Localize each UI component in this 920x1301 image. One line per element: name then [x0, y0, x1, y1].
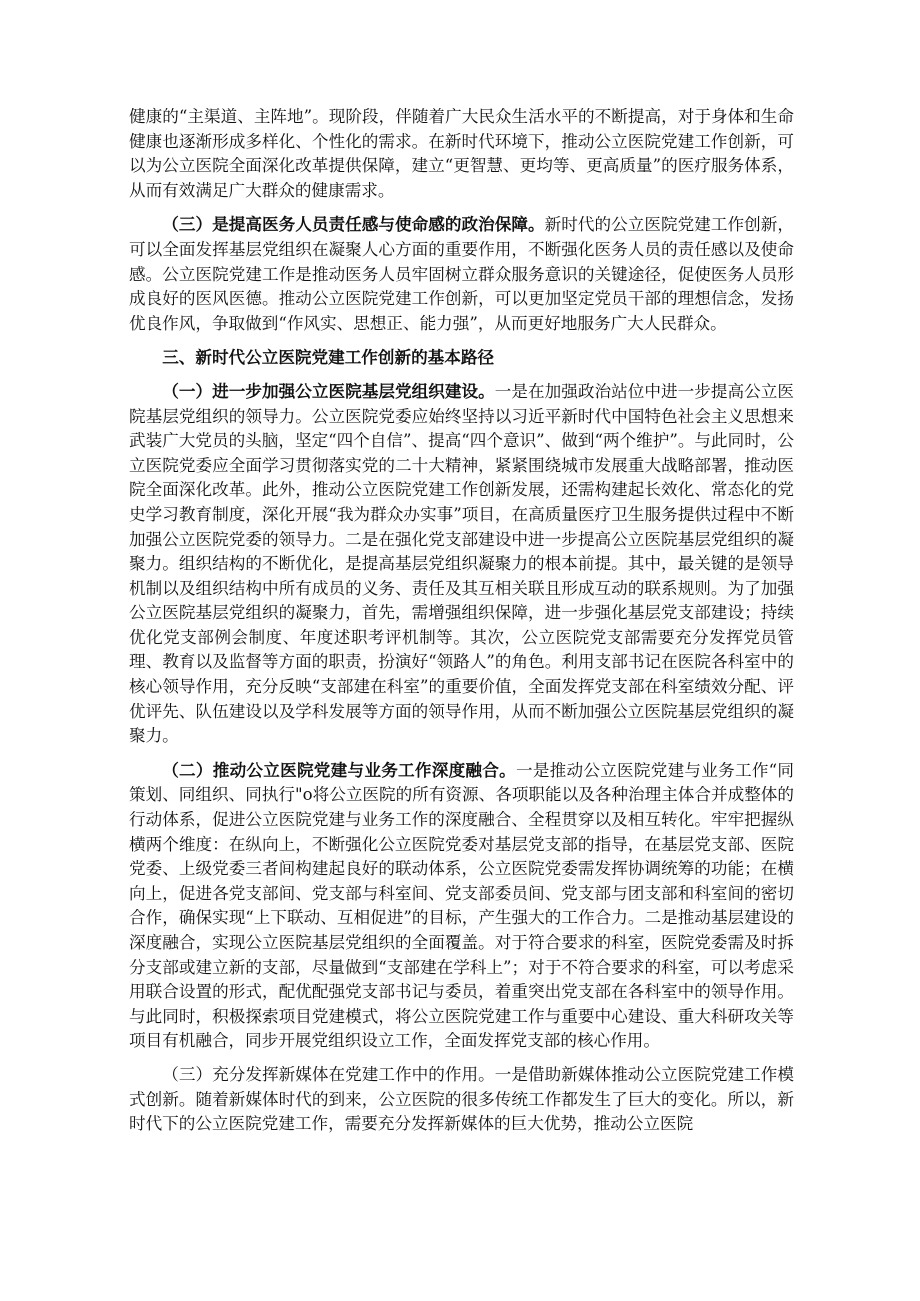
paragraph-body: 新时代的公立医院党建工作创新，可以全面发挥基层党组织在凝聚人心方面的重要作用，不断强化医务人员的责任感以及使命感。公立医院党建工作是推动医务人员牢固树立群众服务意识的关键途径，促使医务人员形成良好的医风医德。推动公立医院党建工作创新，可以更加坚定党员干部的理想信念，发扬优良作风，争取做到“作风实、思想正、能力强”，从而更好地服务广大人民群众。 — [129, 215, 795, 333]
paragraph-body: 一是推动公立医院党建与业务工作“同策划、同组织、同执行"o将公立医院的所有资源、各项职能以及各种治理主体合并成整体的行动体系，促进公立医院党建与业务工作的深度融合、全程贯穿以及相互转化。牢牢把握纵横两个维度：在纵向上，不断强化公立医院党委对基层党支部的指导，在基层党支部、医院党委、上级党委三者间构建起良好的联动体系，公立医院党委需发挥协调统筹的功能；在横向上，促进各党支部间、党支部与科室间、党支部委员间、党支部与团支部和科室间的密切合作，确保实现“上下联动、互相促进”的目标，产生强大的工作合力。二是推动基层建设的深度融合，实现公立医院基层党组织的全面覆盖。对于符合要求的科室，医院党委需及时拆分支部或建立新的支部，尽量做到“支部建在学科上”；对于不符合要求的科室，可以考虑采用联合设置的形式，配优配强党支部书记与委员，着重突出党支部在各科室中的领导作用。与此同时，积极探索项目党建模式，将公立医院党建工作与重要中心建设、重大科研攻关等项目有机融合，同步开展党组织设立工作，全面发挥党支部的核心作用。 — [129, 760, 794, 1051]
paragraph-continuation: 健康的“主渠道、主阵地”。现阶段，伴随着广大民众生活水平的不断提高，对于身体和生命健康也逐渐形成多样化、个性化的需求。在新时代环境下，推动公立医院党建工作创新，可以为公立医院全面深化改革提供保障，建立“更智慧、更均等、更高质量”的医疗服务体系，从而有效满足广大群众的健康需求。 — [129, 107, 794, 200]
paragraph-path-2 — [129, 758, 794, 1054]
paragraph-lead-heading: （一）进一步加强公立医院基层党组织建设。 — [162, 380, 495, 401]
paragraph-body: 一是在加强政治站位中进一步提高公立医院基层党组织的领导力。公立医院党委应始终坚持以习近平新时代中国特色社会主义思想来武装广大党员的头脑，坚定“四个自信”、提高“四个意识”、做到“两个维护”。与此同时，公立医院党委应全面学习贯彻落实党的二十大精神，紧紧围绕城市发展重大战略部署，推动医院全面深化改革。此外，推动公立医院党建工作创新发展，还需构建起长效化、常态化的党史学习教育制度，深化开展“我为群众办实事”项目，在高质量医疗卫生服务提供过程中不断加强公立医院党委的领导力。二是在强化党支部建设中进一步提高公立医院基层党组织的凝聚力。组织结构的不断优化，是提高基层党组织凝聚力的根本前提。其中，最关键的是领导机制以及组织结构中所有成员的义务、责任及其互相关联且形成互动的联系规则。为了加强公立医院基层党组织的凝聚力，首先，需增强组织保障，进一步强化基层党支部建设；持续优化党支部例会制度、年度述职考评机制等。其次，公立医院党支部需要充分发挥党员管理、教育以及监督等方面的职责，扮演好“领路人”的角色。利用支部书记在医院各科室中的核心领导作用，充分反映“支部建在科室”的重要价值，全面发挥党支部在科室绩效分配、评优评先、队伍建设以及学科发展等方面的领导作用，从而不断加强公立医院基层党组织的凝聚力。 — [129, 381, 795, 746]
paragraph-path-1 — [129, 379, 794, 749]
paragraph-path-3: （三）充分发挥新媒体在党建工作中的作用。一是借助新媒体推动公立医院党建工作模式创新。随着新媒体时代的到来，公立医院的很多传统工作都发生了巨大的变化。所以，新时代下的公立医院党建工作，需要充分发挥新媒体的巨大优势，推动公立医院 — [129, 1064, 794, 1134]
document-page — [129, 105, 794, 1137]
paragraph-lead-heading: （三）是提高医务人员责任感与使命感的政治保障。 — [162, 214, 545, 235]
paragraph-section-3 — [129, 212, 794, 336]
section-heading: 三、新时代公立医院党建工作创新的基本路径 — [162, 347, 495, 368]
paragraph-lead-heading: （二）推动公立医院党建与业务工作深度融合。 — [162, 759, 516, 780]
